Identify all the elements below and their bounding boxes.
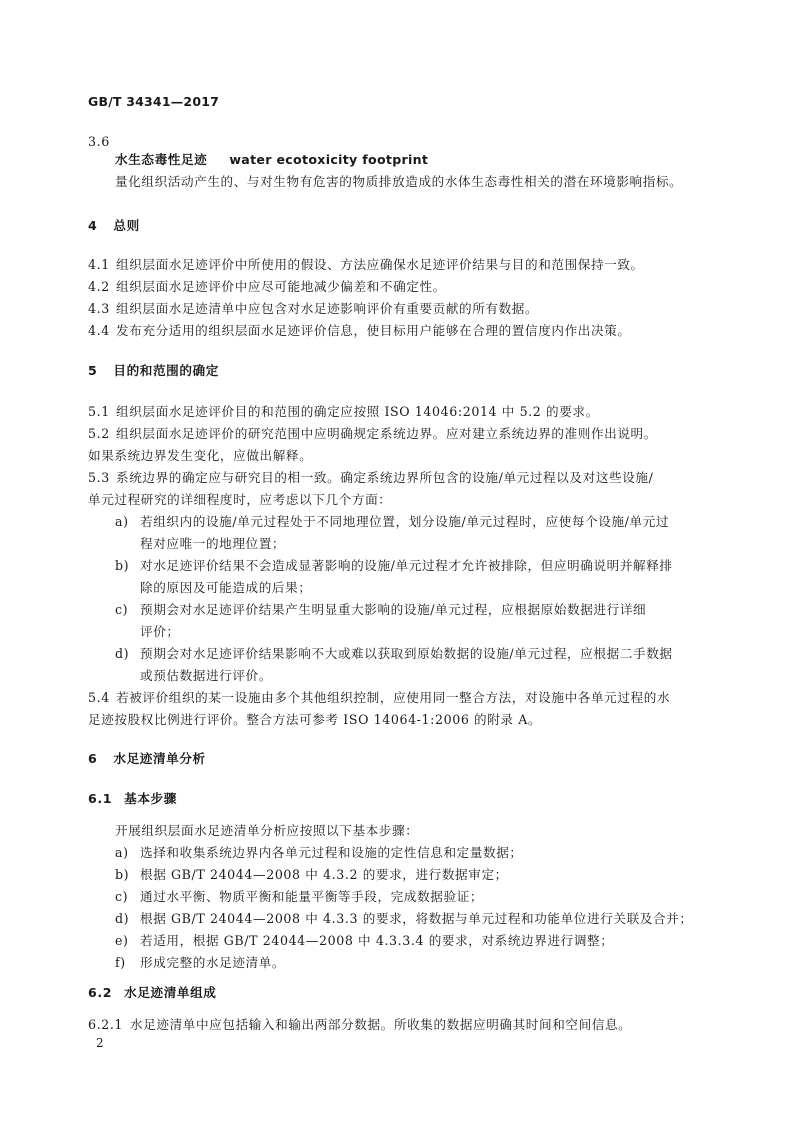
- section-title: 水足迹清单分析: [113, 751, 206, 766]
- list-item-continued: 或预估数据进行评价。: [140, 668, 272, 683]
- term-english: water ecotoxicity footprint: [229, 152, 429, 167]
- list-item: b) 根据 GB/T 24044—2008 中 4.3.2 的要求，进行数据审定；: [115, 867, 508, 882]
- list-item: d) 预期会对水足迹评价结果影响不大或难以获取到原始数据的设施/单元过程，应根据二手数据: [115, 646, 673, 661]
- list-item: a) 若组织内的设施/单元过程处于不同地理位置，划分设施/单元过程时，应使每个设施/单元过: [115, 514, 670, 529]
- subsection-heading: [88, 984, 216, 1002]
- list-item: e) 若适用，根据 GB/T 24044—2008 中 4.3.3.4 的要求，对系统边界进行调整；: [115, 933, 614, 948]
- subsection-number: 6.2: [88, 985, 113, 1000]
- page-number: 2: [96, 1036, 105, 1050]
- term-heading: [115, 151, 428, 169]
- clause-5-3: 5.3 系统边界的确定应与研究目的相一致。确定系统边界所包含的设施/单元过程以及对这些设施/: [88, 470, 654, 485]
- clause-4-2: 4.2 组织层面水足迹评价中应尽可能地减少偏差和不确定性。: [88, 279, 446, 294]
- clause-4-1: 4.1 组织层面水足迹评价中所使用的假设、方法应确保水足迹评价结果与目的和范围保持一致。: [88, 257, 644, 272]
- list-item: b) 对水足迹评价结果不会造成显著影响的设施/单元过程才允许被排除，但应明确说明并解释排: [115, 558, 673, 573]
- clause-5-3-continued: 单元过程研究的详细程度时，应考虑以下几个方面：: [88, 492, 392, 507]
- section-heading: [88, 217, 140, 235]
- clause-6-2-1: 6.2.1 水足迹清单中应包括输入和输出两部分数据。所收集的数据应明确其时间和空间信息。: [88, 1017, 632, 1032]
- clause-5-1: 5.1 组织层面水足迹评价目的和范围的确定应按照 ISO 14046:2014 中 5.2 的要求。: [88, 404, 599, 419]
- list-item: a) 选择和收集系统边界内各单元过程和设施的定性信息和定量数据；: [115, 845, 523, 860]
- list-item: c) 通过水平衡、物质平衡和能量平衡等手段，完成数据验证；: [115, 889, 484, 904]
- subsection-heading: [88, 790, 177, 808]
- section-number: 6: [88, 751, 98, 766]
- subsection-title: 基本步骤: [124, 791, 177, 806]
- term-chinese: 水生态毒性足迹: [115, 152, 208, 167]
- list-item: d) 根据 GB/T 24044—2008 中 4.3.3 的要求，将数据与单元过程和功能单位进行关联及合并；: [115, 911, 693, 926]
- clause-5-4: 5.4 若被评价组织的某一设施由多个其他组织控制，应使用同一整合方法，对设施中各单元过程的水: [88, 690, 671, 705]
- term-definition: 量化组织活动产生的、与对生物有危害的物质排放造成的水体生态毒性相关的潜在环境影响指标。: [115, 174, 683, 189]
- list-item-continued: 评价；: [140, 624, 180, 639]
- list-item-continued: 除的原因及可能造成的后果；: [140, 580, 312, 595]
- section-number: 5: [88, 363, 98, 378]
- list-item-continued: 程对应唯一的地理位置；: [140, 536, 286, 551]
- clause-4-4: 4.4 发布充分适用的组织层面水足迹评价信息，使目标用户能够在合理的置信度内作出决策。: [88, 323, 631, 338]
- clause-5-2: 5.2 组织层面水足迹评价的研究范围中应明确规定系统边界。应对建立系统边界的准则作出说明。: [88, 426, 657, 441]
- steps-intro: 开展组织层面水足迹清单分析应按照以下基本步骤：: [115, 823, 419, 838]
- section-heading: [88, 362, 219, 380]
- clause-5-2-continued: 如果系统边界发生变化，应做出解释。: [88, 448, 313, 463]
- section-title: 目的和范围的确定: [113, 363, 219, 378]
- subsection-number: 6.1: [88, 791, 113, 806]
- section-number: 4: [88, 218, 98, 233]
- list-item: f) 形成完整的水足迹清单。: [115, 955, 286, 970]
- clause-number: 3.6: [88, 134, 110, 149]
- document-code: GB/T 34341—2017: [88, 94, 220, 109]
- clause-5-4-continued: 足迹按股权比例进行评价。整合方法可参考 ISO 14064-1:2006 的附录 A。: [88, 712, 542, 727]
- section-title: 总则: [113, 218, 140, 233]
- section-heading: [88, 750, 206, 768]
- clause-4-3: 4.3 组织层面水足迹清单中应包含对水足迹影响评价有重要贡献的所有数据。: [88, 301, 539, 316]
- subsection-title: 水足迹清单组成: [124, 985, 217, 1000]
- list-item: c) 预期会对水足迹评价结果产生明显重大影响的设施/单元过程，应根据原始数据进行详细: [115, 602, 647, 617]
